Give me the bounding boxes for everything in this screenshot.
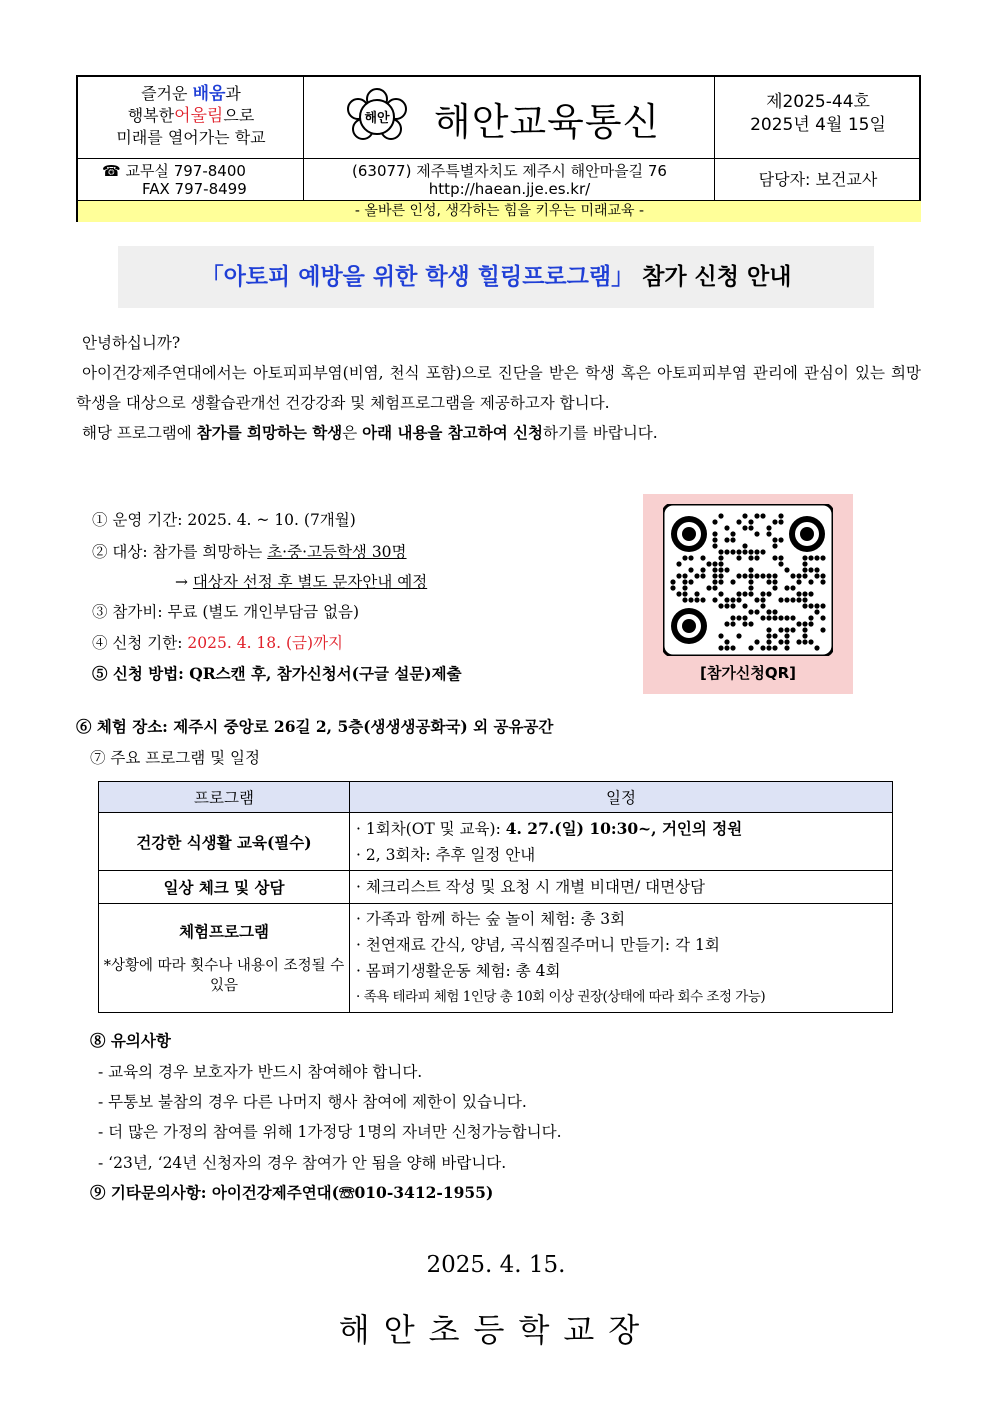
table-header-row xyxy=(99,782,893,813)
contact-info: ⑨ 기타문의사항: 아이건강제주연대(☏010-3412-1955) xyxy=(90,1183,494,1202)
program-name: 일상 체크 및 상담 xyxy=(99,871,350,904)
motto-text: 과 xyxy=(225,84,241,103)
text-underlined: 초·중·고등학생 30명 xyxy=(267,543,407,561)
intro-text xyxy=(76,328,921,448)
title-cell xyxy=(304,77,715,159)
motto-highlight: 어울림 xyxy=(174,106,224,126)
emblem-label: 해안 xyxy=(364,111,390,126)
fax-number: FAX 797-8499 xyxy=(142,180,247,198)
schedule-line: · 1회차(OT 및 교육): xyxy=(356,819,506,838)
title-highlight: 「아토피 예방을 위한 학생 힐링프로그램」 xyxy=(200,264,635,290)
school-address xyxy=(304,159,715,201)
issue-info xyxy=(715,77,921,159)
text: ④ 신청 기한: xyxy=(92,634,188,652)
motto-highlight: 배움 xyxy=(192,84,226,104)
column-header-schedule: 일정 xyxy=(350,782,893,813)
person-in-charge: 담당자: 보건교사 xyxy=(758,170,878,189)
notes-heading: ⑧ 유의사항 xyxy=(90,1031,171,1050)
phone-number: ☎ 교무실 797-8400 xyxy=(102,162,246,180)
note-item: - 무통보 불참의 경우 다른 나머지 행사 참여에 제한이 있습니다. xyxy=(98,1093,527,1111)
deadline-date: 2025. 4. 18. (금)까지 xyxy=(187,634,344,652)
text: 은 xyxy=(342,424,363,442)
program-schedule xyxy=(350,813,893,871)
program-name xyxy=(99,904,350,1013)
school-emblem-icon xyxy=(344,87,410,147)
note-item: - 교육의 경우 보호자가 반드시 참여해야 합니다. xyxy=(98,1063,423,1081)
address-text: (63077) 제주특별자치도 제주시 해안마을길 76 xyxy=(352,162,667,180)
item-fee: ③ 참가비: 무료 (별도 개인부담금 없음) xyxy=(92,603,360,621)
principal-signature: 해안초등학교장 xyxy=(338,1311,654,1349)
greeting: 안녕하십니까? xyxy=(82,334,181,352)
item-target-note xyxy=(175,567,427,597)
arrow-icon: → xyxy=(175,573,193,591)
motto-text: 즐거운 xyxy=(141,84,193,103)
qr-caption: [참가신청QR] xyxy=(700,664,796,682)
program-schedule-table xyxy=(98,781,893,1013)
table-row xyxy=(99,871,893,904)
slogan-bar: - 올바른 인성, 생각하는 힘을 키우는 미래교육 - xyxy=(78,201,921,222)
program-schedule xyxy=(350,904,893,1013)
sign-date: 2025. 4. 15. xyxy=(426,1252,566,1278)
schedule-line: · 천연재료 간식, 양념, 곡식찜질주머니 만들기: 각 1회 xyxy=(356,936,720,954)
qr-code-icon[interactable] xyxy=(663,504,833,656)
schedule-line: · 가족과 함께 하는 숲 놀이 체험: 총 3회 xyxy=(356,910,626,928)
note-item: - 더 많은 가정의 참여를 위해 1가정당 1명의 자녀만 신청가능합니다. xyxy=(98,1123,562,1141)
text-bold: 아래 내용을 참고하여 신청 xyxy=(362,423,544,442)
table-row xyxy=(99,904,893,1013)
motto-text: 미래를 열어가는 학교 xyxy=(116,128,266,147)
item-deadline xyxy=(92,628,343,658)
school-motto xyxy=(78,77,304,159)
motto-text: 행복한 xyxy=(127,106,175,125)
school-url-link[interactable]: http://haean.jje.es.kr/ xyxy=(428,180,591,198)
newsletter-header xyxy=(76,75,921,222)
contact-phone xyxy=(78,159,304,201)
text: 하기를 바랍니다. xyxy=(543,424,658,442)
item-period: ① 운영 기간: 2025. 4. ~ 10. (7개월) xyxy=(92,511,356,529)
qr-panel xyxy=(643,494,853,694)
program-schedule: · 체크리스트 작성 및 요청 시 개별 비대면/ 대면상담 xyxy=(350,871,893,904)
note-item: - ‘23년, ‘24년 신청자의 경우 참여가 안 됨을 양해 바랍니다. xyxy=(98,1154,507,1172)
item-method: ⑤ 신청 방법: QR스캔 후, 참가신청서(구글 설문)제출 xyxy=(92,664,462,683)
document-title xyxy=(118,246,874,308)
program-title: 체험프로그램 xyxy=(179,922,269,941)
column-header-program: 프로그램 xyxy=(99,782,350,813)
issue-number: 제2025-44호 xyxy=(766,92,870,112)
request-paragraph xyxy=(76,418,921,448)
text-bold: 참가를 희망하는 학생 xyxy=(196,423,343,442)
text: 해당 프로그램에 xyxy=(82,424,197,442)
schedule-line: · 2, 3회차: 추후 일정 안내 xyxy=(356,845,536,864)
schedule-line-bold: 4. 27.(일) 10:30~, 거인의 정원 xyxy=(505,818,743,838)
text-underlined: 대상자 선정 후 별도 문자안내 예정 xyxy=(192,573,428,591)
item-venue: ⑥ 체험 장소: 제주시 중앙로 26길 2, 5층(생생생공화국) 외 공유공간 xyxy=(76,717,554,736)
title-rest: 참가 신청 안내 xyxy=(634,264,792,290)
newsletter-title: 해안교육통신 xyxy=(434,100,661,144)
program-name: 건강한 식생활 교육(필수) xyxy=(99,813,350,871)
schedule-line: · 몸펴기생활운동 체험: 총 4회 xyxy=(356,962,561,980)
text: ② 대상: 참가를 희망하는 xyxy=(92,543,268,561)
table-row xyxy=(99,813,893,871)
intro-paragraph: 아이건강제주연대에서는 아토피피부염(비염, 천식 포함)으로 진단을 받은 학생 혹은 아토피피부염 관리에 관심이 있는 희망 학생을 대상으로 생활습관개선 건강강좌 및 체험프로그램을 제공하고자 합니다. xyxy=(76,364,921,412)
schedule-line: · 족욕 테라피 체험 1인당 총 10회 이상 권장(상태에 따라 회수 조정 가능) xyxy=(356,989,766,1005)
motto-text: 으로 xyxy=(223,106,255,125)
program-note: *상황에 따라 횟수나 내용이 조정될 수 있음 xyxy=(103,958,345,994)
issue-date: 2025년 4월 15일 xyxy=(750,115,886,135)
item-program-heading: ⑦ 주요 프로그램 및 일정 xyxy=(90,749,260,767)
item-target xyxy=(92,537,407,567)
